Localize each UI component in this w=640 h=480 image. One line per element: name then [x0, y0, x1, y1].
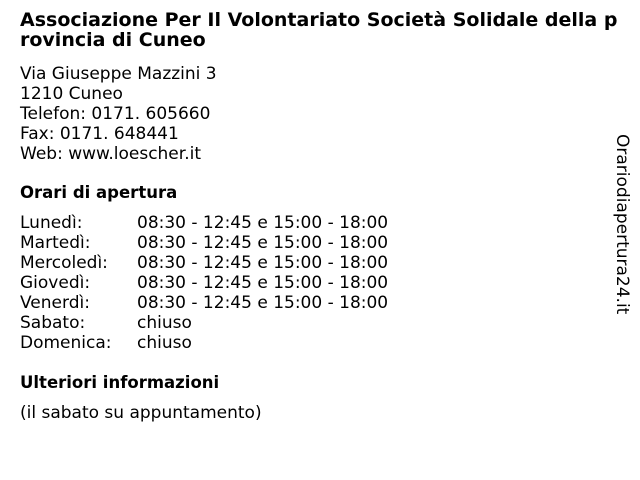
- time-value: 08:30 - 12:45 e 15:00 - 18:00: [137, 293, 389, 313]
- day-label: Venerdì:: [20, 293, 90, 313]
- web-line[interactable]: Web: www.loescher.it: [20, 144, 201, 164]
- opening-hours-list: [20, 213, 388, 353]
- hours-row-monday: [20, 213, 388, 233]
- time-value: chiuso: [137, 333, 192, 353]
- hours-row-thursday: [20, 273, 388, 293]
- city-line: 1210 Cuneo: [20, 84, 123, 104]
- hours-row-tuesday: [20, 233, 388, 253]
- contact-block: [20, 64, 217, 164]
- site-watermark: Orariodiapertura24.it: [612, 134, 632, 315]
- further-info-text: (il sabato su appuntamento): [20, 403, 262, 423]
- page-title: Associazione Per Il Volontariato Società Solidale della provincia di Cuneo: [20, 9, 618, 51]
- further-info-heading: Ulteriori informazioni: [20, 373, 220, 392]
- time-value: 08:30 - 12:45 e 15:00 - 18:00: [137, 233, 389, 253]
- time-value: 08:30 - 12:45 e 15:00 - 18:00: [137, 273, 389, 293]
- hours-row-saturday: [20, 313, 388, 333]
- day-label: Sabato:: [20, 313, 86, 333]
- day-label: Martedì:: [20, 233, 91, 253]
- day-label: Lunedì:: [20, 213, 83, 233]
- hours-row-wednesday: [20, 253, 388, 273]
- opening-hours-heading: Orari di apertura: [20, 183, 178, 202]
- hours-row-sunday: [20, 333, 388, 353]
- time-value: chiuso: [137, 313, 192, 333]
- time-value: 08:30 - 12:45 e 15:00 - 18:00: [137, 213, 389, 233]
- fax-line: Fax: 0171. 648441: [20, 124, 179, 144]
- day-label: Mercoledì:: [20, 253, 108, 273]
- hours-row-friday: [20, 293, 388, 313]
- day-label: Domenica:: [20, 333, 112, 353]
- address-line: Via Giuseppe Mazzini 3: [20, 64, 217, 84]
- day-label: Giovedì:: [20, 273, 91, 293]
- time-value: 08:30 - 12:45 e 15:00 - 18:00: [137, 253, 389, 273]
- phone-line: Telefon: 0171. 605660: [20, 104, 211, 124]
